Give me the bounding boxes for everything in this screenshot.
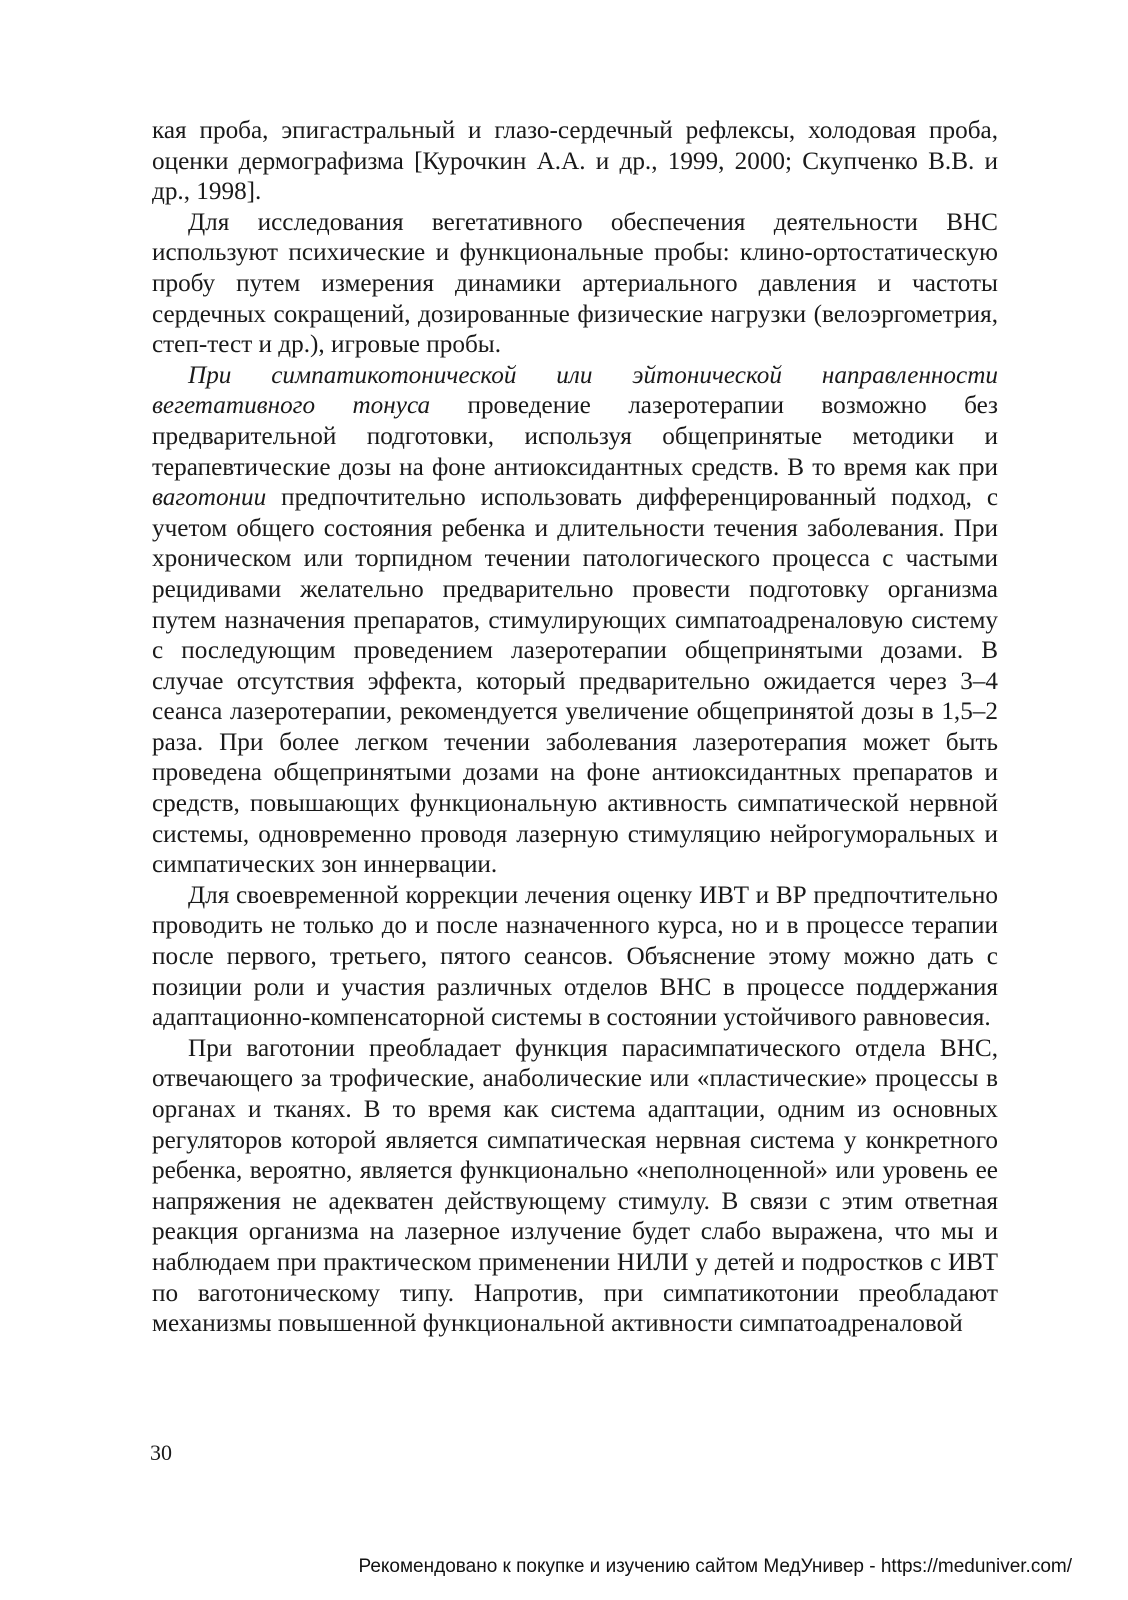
italic-phrase-sympathicotonia: При симпатикотонической или эйтонической направленности вегетативного тонуса [152, 361, 998, 420]
italic-phrase-vagotonia: ваготонии [152, 484, 267, 512]
footer-watermark: Рекомендовано к покупке и изучению сайтом МедУнивер - https://meduniver.com/ [358, 1556, 1072, 1577]
paragraph-sympathicotonia [152, 361, 998, 881]
paragraph-correction: Для своевременной коррекции лечения оценку ИВТ и ВР предпочтительно проводить не только до и после назначенного курса, но и в процессе терапии после первого, третьего, пятого сеансов. Объяснение этому можно дать с позиции роли и участия различных отделов ВНС в процессе поддержания адаптационно-компенсаторной системы в состоянии устойчивого равновесия. [152, 881, 998, 1032]
paragraph-text: предпочтительно использовать дифференцированный подход, с учетом общего состояния ребенка и длительности течения заболевания. При хроническом или торпидном течении патологического процесса с частыми рецидивами желательно предварительно провести подготовку организма путем назначения препаратов, стимулирующих симпатоадреналовую систему с последующим проведением лазеротерапии общепринятыми дозами. В случае отсутствия эффекта, который предварительно ожидается через 3–4 сеанса лазеротерапии, рекомендуется увеличение общепринятой дозы в 1,5–2 раза. При более легком течении заболевания лазеротерапия может быть проведена общепринятыми дозами на фоне антиоксидантных препаратов и средств, повышающих функциональную активность симпатической нервной системы, одновременно проводя лазерную стимуляцию нейрогуморальных и симпатических зон иннервации. [152, 484, 998, 879]
page-body [152, 116, 998, 1340]
page-number: 30 [150, 1440, 172, 1465]
paragraph-vagotonia: При ваготонии преобладает функция парасимпатического отдела ВНС, отвечающего за трофические, анаболические или «пластические» процессы в органах и тканях. В то время как система адаптации, одним из основных регуляторов которой является симпатическая нервная система у конкретного ребенка, вероятно, является функционально «неполноценной» или уровень ее напряжения не адекватен действующему стимулу. В связи с этим ответная реакция организма на лазерное излучение будет слабо выражена, что мы и наблюдаем при практическом применении НИЛИ у детей и подростков с ИВТ по ваготоническому типу. Напротив, при симпатикотонии преобладают механизмы повышенной функциональной активности симпатоадреналовой [152, 1034, 998, 1338]
paragraph-text: проведение лазеротерапии возможно без предварительной подготовки, используя общепринятые методики и терапевтические дозы на фоне антиоксидантных средств. В то время как при [152, 392, 998, 481]
paragraph-vns-tests: Для исследования вегетативного обеспечения деятельности ВНС используют психические и функциональные пробы: клино-ортостатическую пробу путем измерения динамики артериального давления и частоты сердечных сокращений, дозированные физические нагрузки (велоэргометрия, степ-тест и др.), игровые пробы. [152, 208, 998, 359]
paragraph-continuation: кая проба, эпигастральный и глазо-сердечный рефлексы, холодовая проба, оценки дермографизма [Курочкин А.А. и др., 1999, 2000; Скупченко В.В. и др., 1998]. [152, 117, 998, 206]
